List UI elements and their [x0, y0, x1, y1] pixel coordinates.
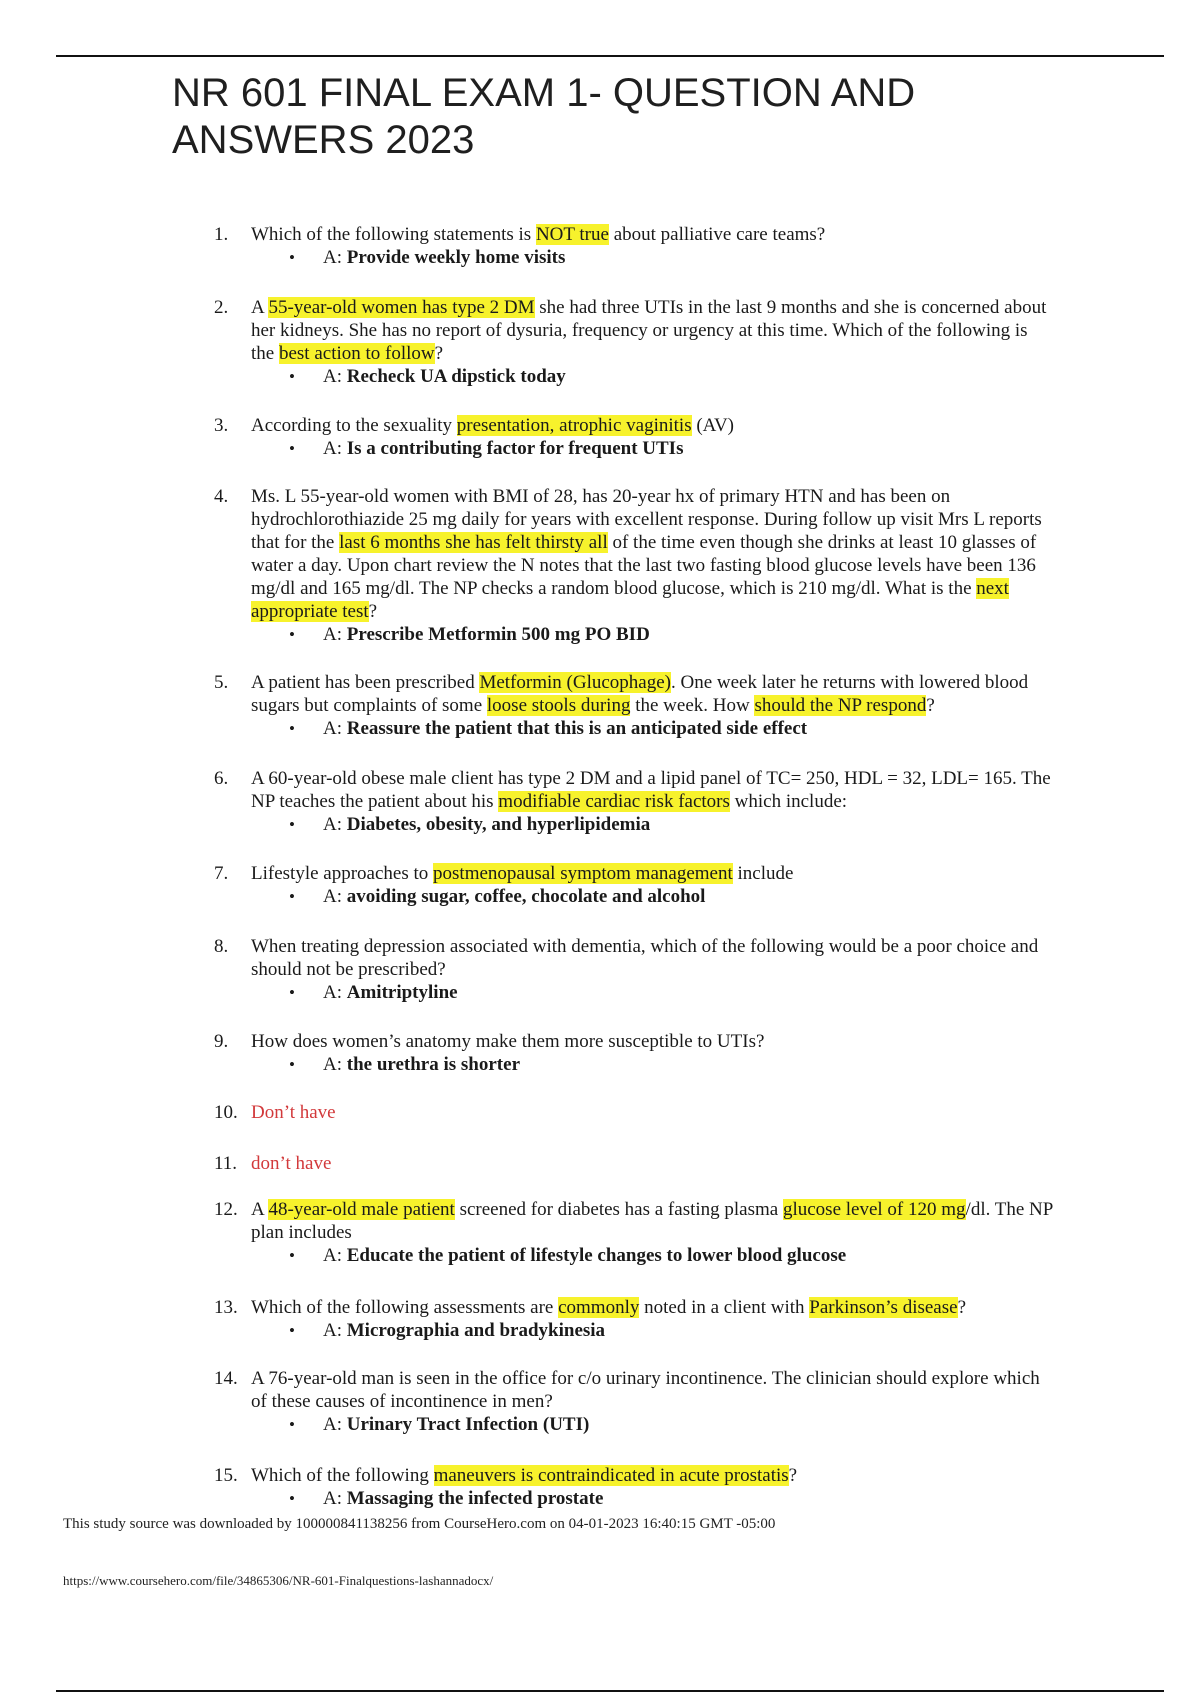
answer-prefix: A:	[323, 438, 347, 459]
question-text-segment: ?	[957, 1297, 967, 1318]
question-text	[251, 223, 1054, 246]
answer-line	[251, 1319, 1054, 1342]
question-text-segment: . One week later he returns with lowered blood sugars but complaints of some	[251, 672, 1029, 716]
question-text	[251, 862, 1054, 885]
highlighted-phrase: should the NP respond	[754, 695, 927, 716]
question-number: 7.	[214, 863, 229, 884]
question-number: 4.	[214, 486, 229, 507]
answer-line	[251, 1487, 1054, 1510]
bottom-rule	[56, 1690, 1164, 1692]
highlighted-phrase: last 6 months she has felt thirsty all	[339, 532, 608, 553]
question-text	[251, 935, 1054, 981]
answer-prefix: A:	[323, 247, 347, 268]
question-number: 11.	[214, 1153, 238, 1174]
missing-question-note: Don’t have	[251, 1102, 336, 1123]
question-number: 14.	[214, 1368, 238, 1389]
highlighted-phrase: next appropriate test	[251, 578, 1009, 622]
question-text	[251, 414, 1054, 437]
highlighted-phrase: 55-year-old women has type 2 DM	[268, 297, 535, 318]
question-text	[251, 671, 1054, 717]
highlighted-phrase: commonly	[558, 1297, 640, 1318]
bullet-icon: •	[289, 248, 295, 267]
answer-text: Provide weekly home visits	[346, 247, 566, 268]
highlighted-phrase: Metformin (Glucophage)	[479, 672, 671, 693]
question-text-segment: ?	[788, 1465, 798, 1486]
question-text-segment: of the time even though she drinks at least 10 glasses of water a day. Upon chart review the N notes that the last two fasting blood glucose levels have been 136 mg/dl and 165 mg/dl. The NP checks a random blood glucose, which is 210 mg/dl. What is the	[251, 532, 1037, 599]
title-line-2: ANSWERS 2023	[172, 118, 475, 162]
answer-prefix: A:	[323, 814, 347, 835]
source-url[interactable]: https://www.coursehero.com/file/34865306/NR-601-Finalquestions-lashannadocx/	[63, 1573, 494, 1588]
answer-prefix: A:	[323, 982, 347, 1003]
highlighted-phrase: postmenopausal symptom management	[433, 863, 733, 884]
question-item	[214, 1296, 1054, 1342]
bullet-icon: •	[289, 1321, 295, 1340]
question-text-segment: include	[732, 863, 794, 884]
question-text-segment: ?	[368, 601, 378, 622]
answer-line	[251, 1053, 1054, 1076]
answer-prefix: A:	[323, 886, 347, 907]
question-item	[214, 935, 1054, 1004]
question-number: 2.	[214, 297, 229, 318]
question-text	[251, 1101, 1054, 1124]
bullet-icon: •	[289, 625, 295, 644]
question-number: 8.	[214, 936, 229, 957]
question-text-segment: ?	[434, 343, 444, 364]
answer-text: Micrographia and bradykinesia	[346, 1320, 606, 1341]
answer-line	[251, 1244, 1054, 1267]
highlighted-phrase: loose stools during	[486, 695, 631, 716]
question-text-segment: ?	[926, 695, 935, 716]
download-note: This study source was downloaded by 100000841138256 from CourseHero.com on 04-01-2023 16:40:15 GMT -05:00	[63, 1516, 776, 1532]
question-item	[214, 1101, 1054, 1124]
question-number: 6.	[214, 768, 229, 789]
question-number: 9.	[214, 1031, 229, 1052]
question-item	[214, 1152, 1054, 1175]
answer-text: Massaging the infected prostate	[346, 1488, 604, 1509]
question-text-segment: the week. How	[630, 695, 755, 716]
highlighted-phrase: 48-year-old male patient	[268, 1199, 455, 1220]
question-number: 13.	[214, 1297, 238, 1318]
top-rule	[56, 55, 1164, 57]
highlighted-phrase: glucose level of 120 mg	[782, 1199, 966, 1220]
answer-text: Recheck UA dipstick today	[346, 366, 566, 387]
bullet-icon: •	[289, 367, 295, 386]
question-number: 3.	[214, 415, 229, 436]
title-line-1: NR 601 FINAL EXAM 1- QUESTION AND	[172, 71, 916, 115]
highlighted-phrase: Parkinson’s disease	[809, 1297, 958, 1318]
answer-line	[251, 813, 1054, 836]
question-item	[214, 862, 1054, 908]
question-item	[214, 1367, 1054, 1436]
answer-line	[251, 885, 1054, 908]
answer-prefix: A:	[323, 718, 347, 739]
bullet-icon: •	[289, 815, 295, 834]
bullet-icon: •	[289, 983, 295, 1002]
answer-prefix: A:	[323, 1245, 347, 1266]
question-text-segment: /dl. The NP plan includes	[251, 1199, 1053, 1243]
question-text-segment: noted in a client with	[639, 1297, 810, 1318]
bullet-icon: •	[289, 1055, 295, 1074]
answer-prefix: A:	[323, 1488, 347, 1509]
question-text-segment: Lifestyle approaches to	[251, 863, 434, 884]
highlighted-phrase: best action to follow	[278, 343, 435, 364]
highlighted-phrase: NOT true	[535, 224, 609, 245]
answer-text: Diabetes, obesity, and hyperlipidemia	[346, 814, 651, 835]
question-text-segment: How does women’s anatomy make them more susceptible to UTIs?	[251, 1031, 765, 1052]
question-text-segment: which include:	[729, 791, 848, 812]
question-text-segment: A	[251, 297, 269, 318]
answer-line	[251, 1413, 1054, 1436]
question-text-segment: screened for diabetes has a fasting plasma	[454, 1199, 783, 1220]
answer-line	[251, 623, 1054, 646]
answer-line	[251, 437, 1054, 460]
question-text	[251, 296, 1054, 365]
document-title	[172, 70, 1072, 164]
question-item	[214, 1464, 1054, 1510]
answer-line	[251, 246, 1054, 269]
question-text-segment: Which of the following statements is	[251, 224, 536, 245]
bullet-icon: •	[289, 1489, 295, 1508]
answer-line	[251, 365, 1054, 388]
question-number: 12.	[214, 1199, 238, 1220]
question-text-segment: A 76-year-old man is seen in the office for c/o urinary incontinence. The clinician should explore which of these causes of incontinence in men?	[251, 1368, 1040, 1412]
bullet-icon: •	[289, 439, 295, 458]
question-text-segment: Which of the following assessments are	[251, 1297, 559, 1318]
answer-prefix: A:	[323, 1054, 347, 1075]
question-text	[251, 1296, 1054, 1319]
answer-text: avoiding sugar, coffee, chocolate and alcohol	[346, 886, 706, 907]
question-text-segment: Ms. L 55-year-old women with BMI of 28, has 20-year hx of primary HTN and has been on hydrochlorothiazide 25 mg daily for years with excellent response. During follow up visit Mrs L reports that for the	[251, 486, 1042, 553]
question-text-segment: A	[251, 1199, 269, 1220]
question-item	[214, 671, 1054, 740]
question-text-segment: When treating depression associated with dementia, which of the following would be a poor choice and should not be prescribed?	[251, 936, 1039, 980]
question-item	[214, 1198, 1054, 1267]
question-text-segment: about palliative care teams?	[608, 224, 826, 245]
question-number: 10.	[214, 1102, 238, 1123]
answer-prefix: A:	[323, 366, 347, 387]
answer-line	[251, 717, 1054, 740]
question-text-segment: (AV)	[691, 415, 734, 436]
answer-prefix: A:	[323, 1320, 347, 1341]
question-item	[214, 767, 1054, 836]
answer-prefix: A:	[323, 1414, 347, 1435]
answer-text: Urinary Tract Infection (UTI)	[346, 1414, 590, 1435]
question-item	[214, 296, 1054, 388]
question-text	[251, 1152, 1054, 1175]
question-text	[251, 1464, 1054, 1487]
question-text	[251, 1198, 1054, 1244]
question-text-segment: According to the sexuality	[251, 415, 457, 436]
bullet-icon: •	[289, 1246, 295, 1265]
answer-text: Is a contributing factor for frequent UTIs	[346, 438, 684, 459]
answer-prefix: A:	[323, 624, 347, 645]
question-item	[214, 485, 1054, 646]
question-item	[214, 223, 1054, 269]
highlighted-phrase: maneuvers is contraindicated in acute prostatis	[433, 1465, 789, 1486]
bullet-icon: •	[289, 1415, 295, 1434]
answer-text: Reassure the patient that this is an anticipated side effect	[346, 718, 808, 739]
bullet-icon: •	[289, 719, 295, 738]
question-text	[251, 1030, 1054, 1053]
question-number: 1.	[214, 224, 229, 245]
answer-text: Educate the patient of lifestyle changes to lower blood glucose	[346, 1245, 847, 1266]
question-text	[251, 767, 1054, 813]
question-number: 5.	[214, 672, 229, 693]
answer-line	[251, 981, 1054, 1004]
question-text	[251, 1367, 1054, 1413]
missing-question-note: don’t have	[251, 1153, 332, 1174]
question-number: 15.	[214, 1465, 238, 1486]
highlighted-phrase: presentation, atrophic vaginitis	[456, 415, 692, 436]
question-text-segment: A 60-year-old obese male client has type 2 DM and a lipid panel of TC= 250, HDL = 32, LDL= 165. The NP teaches the patient about his	[251, 768, 1051, 812]
question-item	[214, 414, 1054, 460]
question-text	[251, 485, 1054, 623]
answer-text: Amitriptyline	[346, 982, 458, 1003]
question-text-segment: she had three UTIs in the last 9 months and she is concerned about her kidneys. She has no report of dysuria, frequency or urgency at this time. Which of the following is the	[251, 297, 1047, 364]
question-item	[214, 1030, 1054, 1076]
bullet-icon: •	[289, 887, 295, 906]
highlighted-phrase: modifiable cardiac risk factors	[498, 791, 730, 812]
question-text-segment: Which of the following	[251, 1465, 434, 1486]
answer-text: Prescribe Metformin 500 mg PO BID	[346, 624, 650, 645]
answer-text: the urethra is shorter	[346, 1054, 521, 1075]
question-text-segment: A patient has been prescribed	[251, 672, 480, 693]
